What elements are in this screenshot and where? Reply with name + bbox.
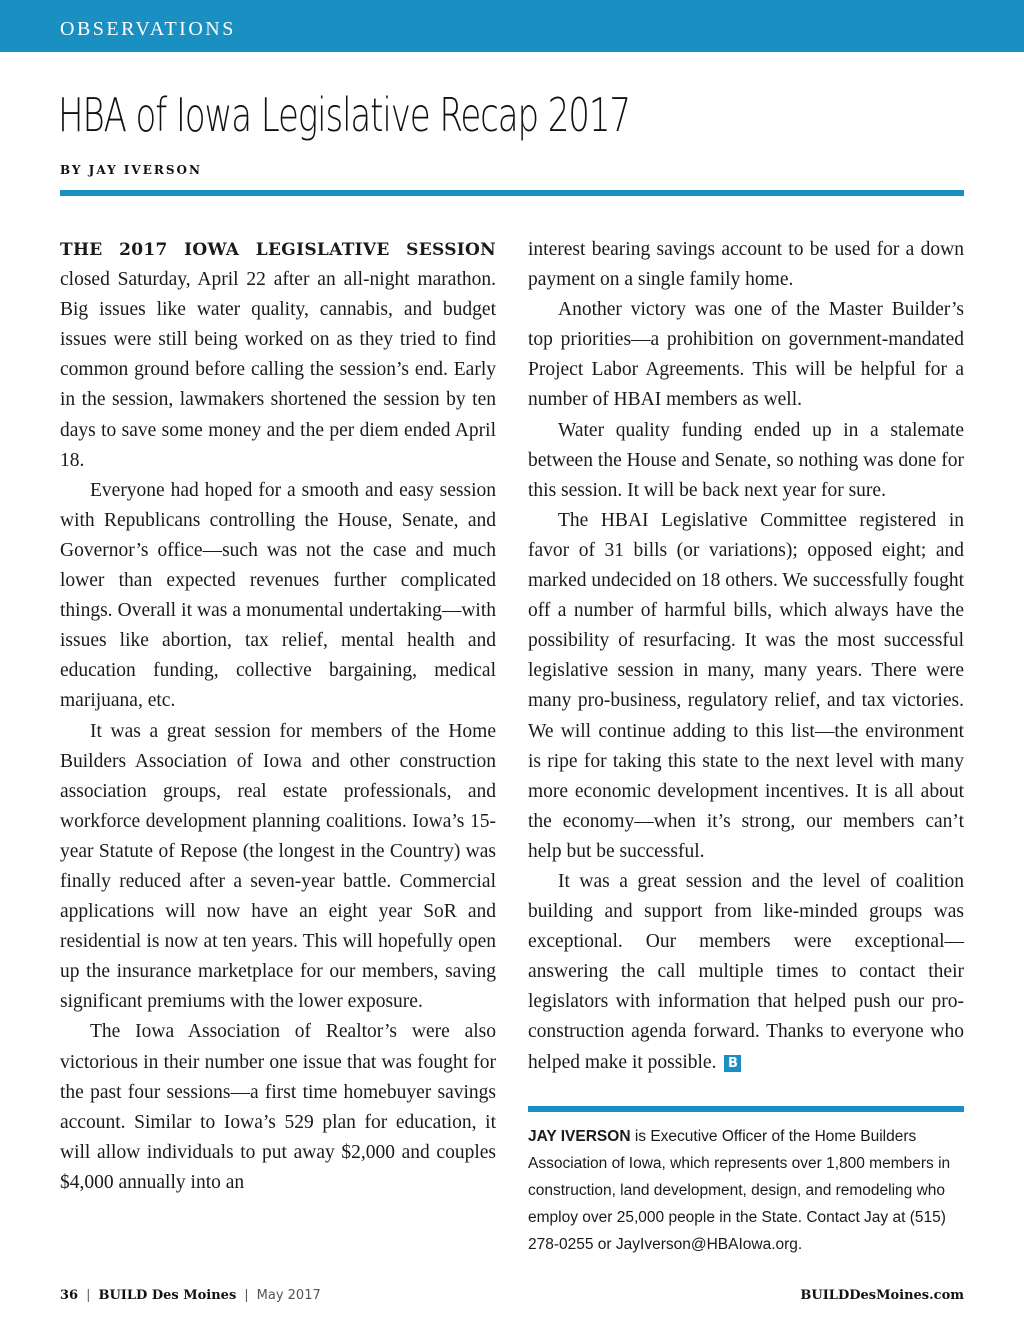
article-paragraph: [528, 867, 964, 1078]
article-title: HBA of Iowa Legislative Recap 2017: [58, 88, 630, 142]
bio-divider: [528, 1106, 964, 1112]
section-header-bar: [0, 0, 1024, 52]
article-column-right: [528, 235, 964, 1078]
article-column-left: [60, 235, 496, 1198]
bio-text: is Executive Officer of the Home Builders Association of Iowa, which represents over 1,800 members in construction, land development, design, and remodeling who employ over 25,000 people in the State. Contact Jay at (515) 278-0255 or JayIverson@HBAIowa.org.: [528, 1128, 951, 1253]
article-paragraph: Water quality funding ended up in a stalemate between the House and Senate, so nothing was done for this session. It will be back next year for sure.: [528, 419, 964, 501]
section-label: OBSERVATIONS: [60, 18, 236, 40]
article-paragraph: The HBAI Legislative Committee registered in favor of 31 bills (or variations); opposed eight; and marked undecided on 18 others. We successfully fought off a number of harmful bills, which always have the possibility of resurfacing. It was the most successful legislative session in many, many years. There were many pro-business, regulatory relief, and tax victories. We will continue adding to this list—the environment is ripe for taking this state to the next level with many more economic development incentives. It is all about the economy—when it’s strong, our members can’t help but be successful.: [528, 509, 964, 862]
title-divider: [60, 190, 964, 196]
end-mark-icon: B: [724, 1055, 741, 1072]
paragraph-text: It was a great session and the level of coalition building and support from like-minded groups was exceptional. Our members were exceptional—answering the call multiple times to contact their legislators with information that helped push our pro-construction agenda forward. Thanks to everyone who helped make it possible.: [528, 870, 964, 1073]
footer-separator: |: [244, 1288, 249, 1303]
article-paragraph: The Iowa Association of Realtor’s were also victorious in their number one issue that was fought for the past four sessions—a first time homebuyer savings account. Similar to Iowa’s 529 plan for education, it will allow individuals to put away $2,000 and couples $4,000 annually into an: [60, 1021, 496, 1193]
article-paragraph: It was a great session for members of the Home Builders Association of Iowa and other construction association groups, real estate professionals, and workforce development planning coalitions. Iowa’s 15-year Statute of Repose (the longest in the Country) was finally reduced after a seven-year battle. Commercial applications will now have an eight year SoR and residential is now at ten years. This will hopefully open up the insurance marketplace for our members, saving significant premiums with the lower exposure.: [60, 720, 496, 1013]
website-url: BUILDDesMoines.com: [800, 1288, 964, 1303]
article-paragraph: Another victory was one of the Master Builder’s top priorities—a prohibition on government-mandated Project Labor Agreements. This will be helpful for a number of HBAI members as well.: [528, 299, 964, 411]
footer-separator: |: [86, 1288, 91, 1303]
article-paragraph: interest bearing savings account to be used for a down payment on a single family home.: [528, 239, 964, 291]
bio-name: JAY IVERSON: [528, 1128, 631, 1145]
publication-name: BUILD Des Moines: [98, 1288, 237, 1303]
lead-in: THE 2017 IOWA LEGISLATIVE SESSION: [60, 240, 496, 260]
article-paragraph: Everyone had hoped for a smooth and easy session with Republicans controlling the House, Senate, and Governor’s office—such was not the case and much lower than expected revenues further complicated things. Overall it was a monumental undertaking—with issues like abortion, tax relief, mental health and education funding, collective bargaining, medical marijuana, etc.: [60, 479, 496, 712]
page-number: 36: [60, 1288, 79, 1303]
page-footer: [60, 1288, 321, 1303]
issue-date: May 2017: [256, 1288, 321, 1303]
article-paragraph: [60, 235, 496, 476]
paragraph-text: closed Saturday, April 22 after an all-night marathon. Big issues like water quality, cannabis, and budget issues were still being worked on as they tried to find common ground before calling the session’s end. Early in the session, lawmakers shortened the session by ten days to save some money and the per diem ended April 18.: [60, 269, 496, 471]
article-byline: BY JAY IVERSON: [60, 163, 202, 177]
author-bio: [528, 1123, 968, 1258]
